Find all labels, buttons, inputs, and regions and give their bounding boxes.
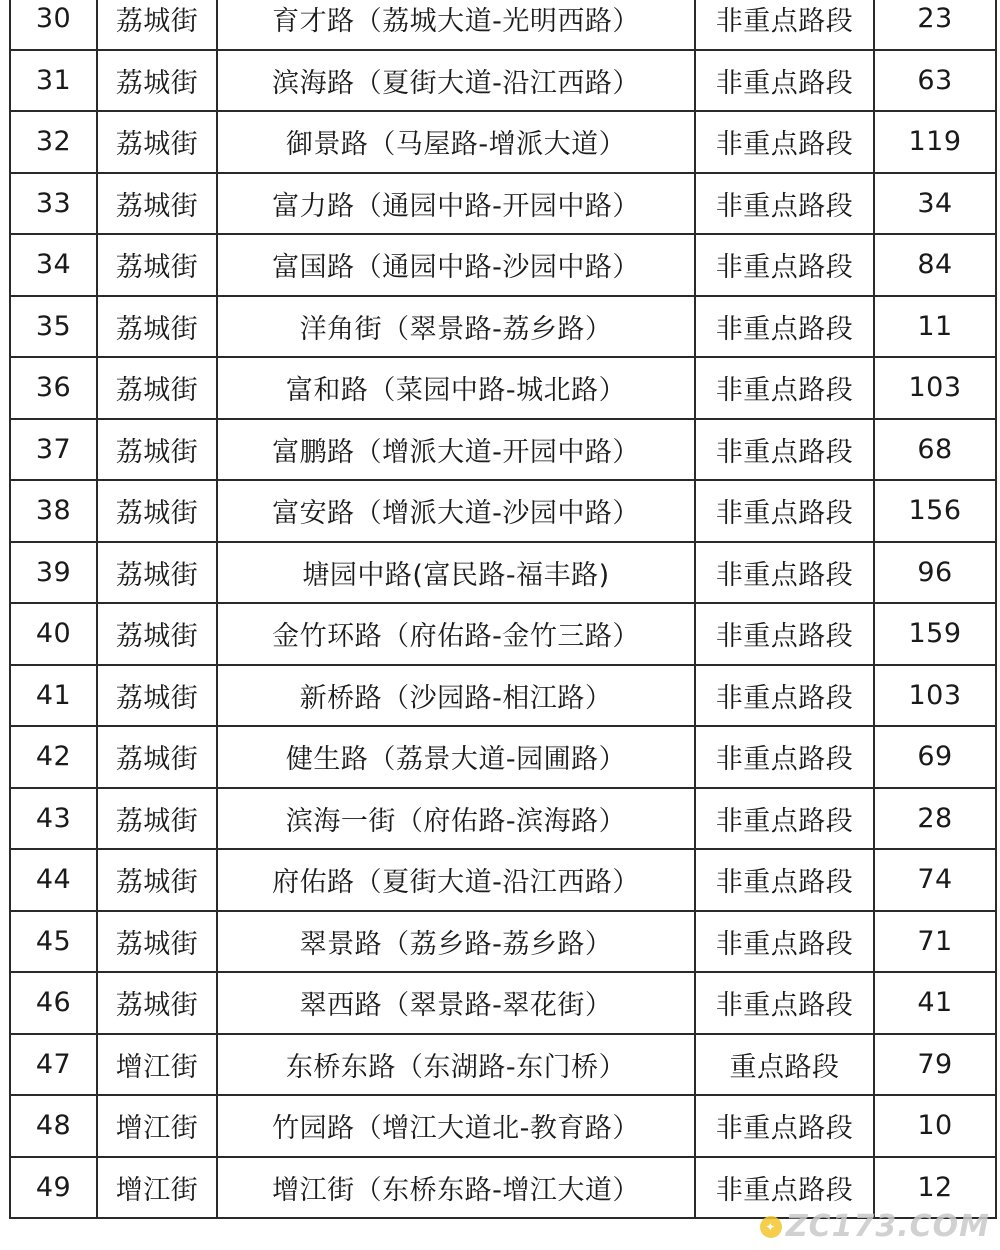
street-cell: 荔城街 [97,480,217,542]
road-section-cell: 富力路（通园中路-开园中路） [217,173,695,235]
table-row [10,173,996,235]
section-type-cell: 非重点路段 [695,911,874,973]
street-cell: 荔城街 [97,726,217,788]
section-type-cell: 非重点路段 [695,111,874,173]
row-number-cell: 43 [10,788,97,850]
street-cell: 荔城街 [97,419,217,481]
street-cell: 增江街 [97,1095,217,1157]
street-cell: 荔城街 [97,542,217,604]
section-type-cell: 非重点路段 [695,173,874,235]
site-watermark [760,1209,990,1244]
count-cell: 156 [874,480,996,542]
row-number-cell: 35 [10,296,97,358]
count-cell: 159 [874,603,996,665]
road-section-cell: 金竹环路（府佑路-金竹三路） [217,603,695,665]
count-cell: 34 [874,173,996,235]
row-number-cell: 40 [10,603,97,665]
street-cell: 荔城街 [97,173,217,235]
table-body [10,0,996,1218]
table-row [10,665,996,727]
street-cell: 增江街 [97,1157,217,1219]
road-section-cell: 御景路（马屋路-增派大道） [217,111,695,173]
section-type-cell: 非重点路段 [695,603,874,665]
table-row [10,480,996,542]
count-cell: 96 [874,542,996,604]
table-row [10,357,996,419]
road-section-cell: 富国路（通园中路-沙园中路） [217,234,695,296]
table-row [10,1095,996,1157]
table-row [10,111,996,173]
road-section-cell: 富安路（增派大道-沙园中路） [217,480,695,542]
section-type-cell: 重点路段 [695,1034,874,1096]
watermark-text: ZC173.COM [785,1209,990,1244]
road-section-table [9,0,997,1219]
row-number-cell: 47 [10,1034,97,1096]
table-row [10,911,996,973]
table-row [10,849,996,911]
road-section-cell: 滨海路（夏街大道-沿江西路） [217,50,695,112]
road-section-cell: 富和路（菜园中路-城北路） [217,357,695,419]
row-number-cell: 42 [10,726,97,788]
section-type-cell: 非重点路段 [695,234,874,296]
count-cell: 11 [874,296,996,358]
table-row [10,234,996,296]
count-cell: 12 [874,1157,996,1219]
section-type-cell: 非重点路段 [695,1157,874,1219]
street-cell: 荔城街 [97,111,217,173]
street-cell: 荔城街 [97,234,217,296]
section-type-cell: 非重点路段 [695,788,874,850]
count-cell: 23 [874,0,996,50]
section-type-cell: 非重点路段 [695,0,874,50]
street-cell: 荔城街 [97,849,217,911]
row-number-cell: 30 [10,0,97,50]
row-number-cell: 31 [10,50,97,112]
street-cell: 荔城街 [97,911,217,973]
count-cell: 79 [874,1034,996,1096]
table-row [10,0,996,50]
row-number-cell: 39 [10,542,97,604]
row-number-cell: 46 [10,972,97,1034]
road-section-cell: 翠景路（荔乡路-荔乡路） [217,911,695,973]
section-type-cell: 非重点路段 [695,296,874,358]
table-row [10,603,996,665]
count-cell: 69 [874,726,996,788]
road-section-cell: 东桥东路（东湖路-东门桥） [217,1034,695,1096]
section-type-cell: 非重点路段 [695,357,874,419]
row-number-cell: 44 [10,849,97,911]
table-row [10,296,996,358]
row-number-cell: 48 [10,1095,97,1157]
road-section-cell: 育才路（荔城大道-光明西路） [217,0,695,50]
count-cell: 74 [874,849,996,911]
table-row [10,50,996,112]
section-type-cell: 非重点路段 [695,480,874,542]
street-cell: 荔城街 [97,296,217,358]
table-row [10,1034,996,1096]
section-type-cell: 非重点路段 [695,50,874,112]
road-section-cell: 翠西路（翠景路-翠花街） [217,972,695,1034]
row-number-cell: 32 [10,111,97,173]
road-section-cell: 塘园中路(富民路-福丰路) [217,542,695,604]
table-row [10,419,996,481]
count-cell: 71 [874,911,996,973]
road-section-cell: 增江街（东桥东路-增江大道） [217,1157,695,1219]
count-cell: 10 [874,1095,996,1157]
section-type-cell: 非重点路段 [695,726,874,788]
road-section-cell: 健生路（荔景大道-园圃路） [217,726,695,788]
section-type-cell: 非重点路段 [695,972,874,1034]
road-section-cell: 竹园路（增江大道北-教育路） [217,1095,695,1157]
row-number-cell: 38 [10,480,97,542]
watermark-badge-icon: ✦ [760,1216,782,1238]
street-cell: 荔城街 [97,50,217,112]
table-row [10,788,996,850]
row-number-cell: 37 [10,419,97,481]
section-type-cell: 非重点路段 [695,849,874,911]
row-number-cell: 36 [10,357,97,419]
row-number-cell: 41 [10,665,97,727]
section-type-cell: 非重点路段 [695,665,874,727]
street-cell: 荔城街 [97,0,217,50]
count-cell: 63 [874,50,996,112]
row-number-cell: 33 [10,173,97,235]
count-cell: 41 [874,972,996,1034]
section-type-cell: 非重点路段 [695,419,874,481]
count-cell: 84 [874,234,996,296]
row-number-cell: 34 [10,234,97,296]
row-number-cell: 49 [10,1157,97,1219]
table-row [10,726,996,788]
road-section-cell: 新桥路（沙园路-相江路） [217,665,695,727]
road-section-cell: 富鹏路（增派大道-开园中路） [217,419,695,481]
count-cell: 68 [874,419,996,481]
count-cell: 119 [874,111,996,173]
row-number-cell: 45 [10,911,97,973]
street-cell: 荔城街 [97,357,217,419]
count-cell: 103 [874,665,996,727]
street-cell: 荔城街 [97,603,217,665]
road-section-cell: 滨海一街（府佑路-滨海路） [217,788,695,850]
section-type-cell: 非重点路段 [695,542,874,604]
road-section-cell: 府佑路（夏街大道-沿江西路） [217,849,695,911]
road-section-cell: 洋角街（翠景路-荔乡路） [217,296,695,358]
count-cell: 103 [874,357,996,419]
section-type-cell: 非重点路段 [695,1095,874,1157]
street-cell: 荔城街 [97,788,217,850]
count-cell: 28 [874,788,996,850]
table-row [10,972,996,1034]
street-cell: 荔城街 [97,972,217,1034]
street-cell: 荔城街 [97,665,217,727]
table-row [10,542,996,604]
street-cell: 增江街 [97,1034,217,1096]
